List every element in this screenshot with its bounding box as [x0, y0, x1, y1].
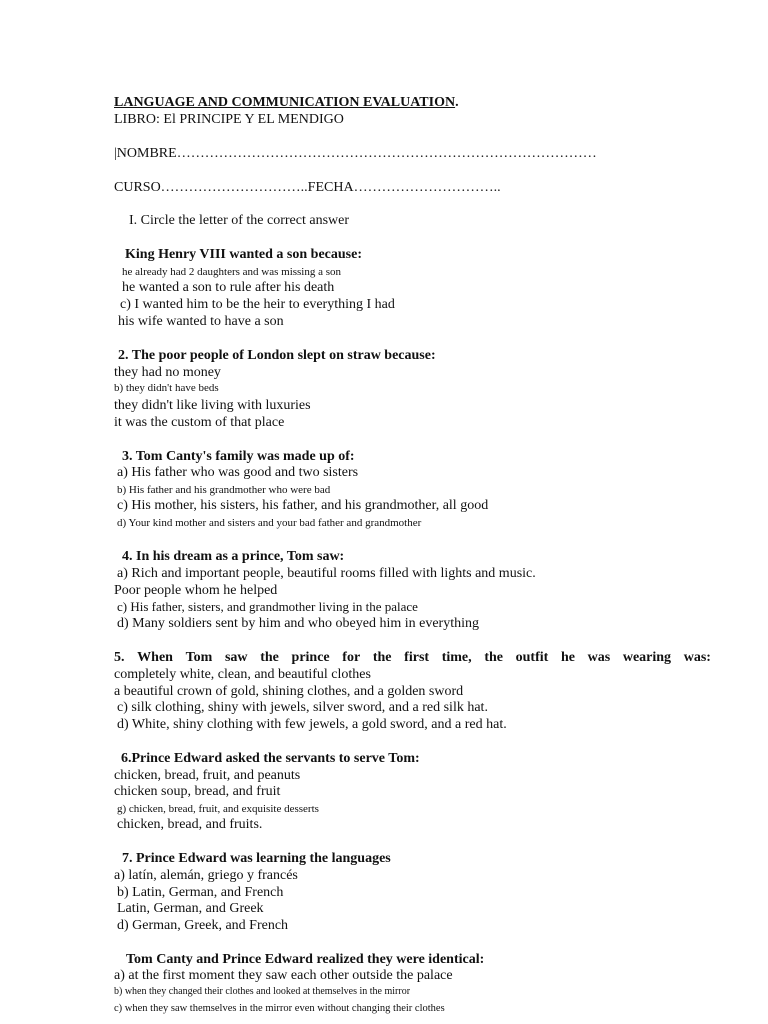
q7-option-a: a) latín, alemán, griego y francés: [114, 868, 298, 883]
q8-option-a: a) at the first moment they saw each other outside the palace: [114, 968, 453, 983]
name-field: |NOMBRE………………………………………………………………………………: [114, 146, 597, 161]
question-4: 4. In his dream as a prince, Tom saw:: [122, 549, 345, 564]
q2-option-a: they had no money: [114, 365, 221, 380]
q3-option-b: b) His father and his grandmother who were bad: [117, 484, 331, 496]
q6-option-d: chicken, bread, and fruits.: [117, 817, 263, 832]
q2-option-d: it was the custom of that place: [114, 415, 285, 430]
q4-option-a: a) Rich and important people, beautiful rooms filled with lights and music.: [117, 566, 536, 581]
q4-option-c: c) His father, sisters, and grandmother living in the palace: [117, 599, 418, 614]
q7-option-c: Latin, German, and Greek: [117, 901, 264, 916]
q2-option-b: b) they didn't have beds: [114, 382, 219, 394]
q3-option-d: d) Your kind mother and sisters and your bad father and grandmother: [117, 517, 422, 529]
q1-option-d: his wife wanted to have a son: [118, 314, 284, 329]
q5-option-b: a beautiful crown of gold, shining clothes, and a golden sword: [114, 684, 464, 699]
q8-option-c: c) when they saw themselves in the mirror even without changing their clothes: [114, 1003, 445, 1014]
question-8: Tom Canty and Prince Edward realized they were identical:: [126, 952, 485, 967]
book-title: LIBRO: El PRINCIPE Y EL MENDIGO: [114, 112, 344, 127]
q5-option-d: d) White, shiny clothing with few jewels, a gold sword, and a red hat.: [117, 717, 507, 732]
question-5: 5. When Tom saw the prince for the first time, the outfit he was wearing was:: [114, 650, 711, 665]
question-3: 3. Tom Canty's family was made up of:: [122, 449, 355, 464]
q6-option-a: chicken, bread, fruit, and peanuts: [114, 768, 301, 783]
q6-option-b: chicken soup, bread, and fruit: [114, 784, 281, 799]
q4-option-d: d) Many soldiers sent by him and who obeyed him in everything: [117, 616, 479, 631]
q7-option-d: d) German, Greek, and French: [117, 918, 289, 933]
question-1: King Henry VIII wanted a son because:: [125, 247, 362, 262]
q7-option-b: b) Latin, German, and French: [117, 885, 284, 900]
q4-option-b: Poor people whom he helped: [114, 583, 278, 598]
course-date-field: CURSO…………………………..FECHA…………………………..: [114, 180, 501, 195]
q3-option-c: c) His mother, his sisters, his father, and his grandmother, all good: [117, 498, 489, 513]
q6-option-c: g) chicken, bread, fruit, and exquisite desserts: [117, 803, 319, 815]
question-6: 6.Prince Edward asked the servants to serve Tom:: [121, 751, 420, 766]
question-2: 2. The poor people of London slept on straw because:: [118, 348, 436, 363]
q5-option-a: completely white, clean, and beautiful clothes: [114, 667, 371, 682]
q1-option-b: he wanted a son to rule after his death: [122, 280, 335, 295]
question-7: 7. Prince Edward was learning the languages: [122, 851, 391, 866]
q5-option-c: c) silk clothing, shiny with jewels, silver sword, and a red silk hat.: [117, 700, 488, 715]
q3-option-a: a) His father who was good and two sisters: [117, 465, 359, 480]
instruction: I. Circle the letter of the correct answer: [129, 213, 350, 228]
q2-option-c: they didn't like living with luxuries: [114, 398, 311, 413]
q1-option-a: he already had 2 daughters and was missing a son: [122, 266, 342, 278]
q1-option-c: c) I wanted him to be the heir to everything I had: [120, 297, 395, 312]
page-title: LANGUAGE AND COMMUNICATION EVALUATION.: [114, 95, 459, 110]
q8-option-b: b) when they changed their clothes and looked at themselves in the mirror: [114, 986, 411, 997]
